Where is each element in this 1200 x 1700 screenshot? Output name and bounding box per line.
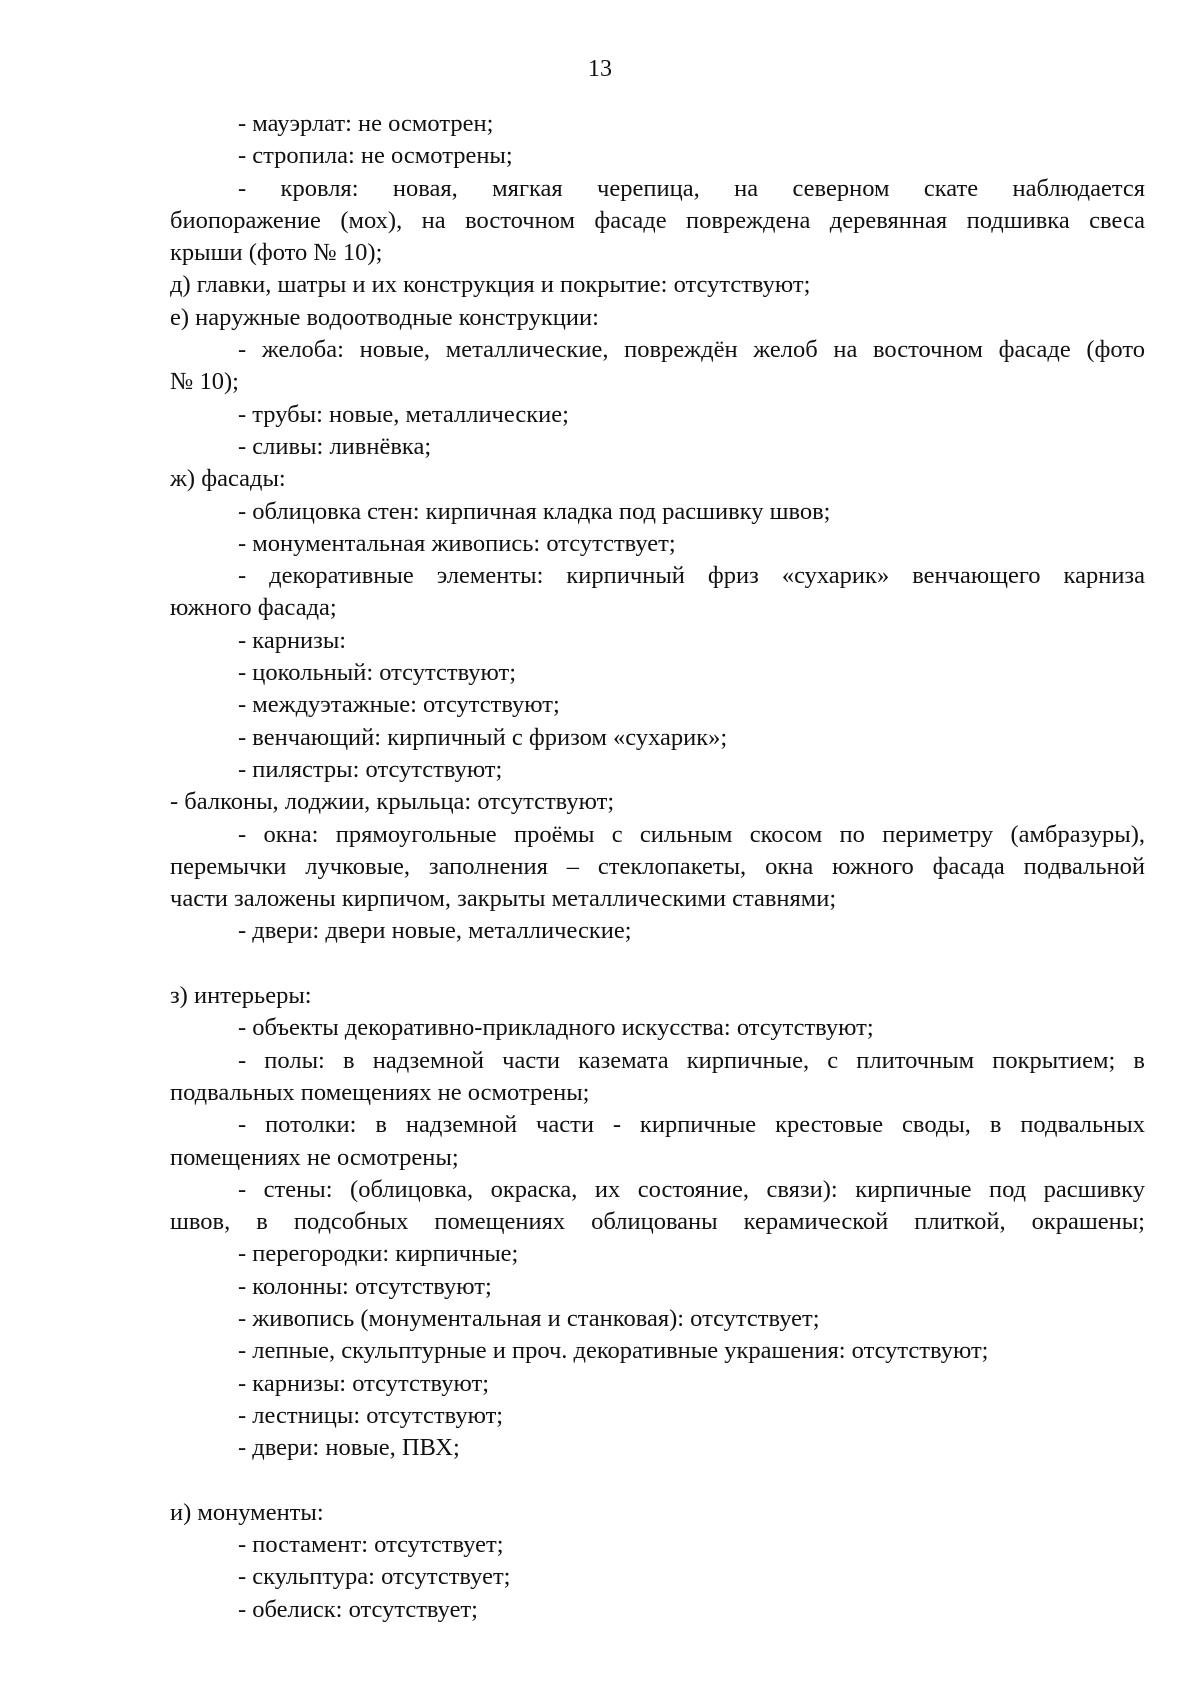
- text-line: - желоба: новые, металлические, повреждён желоб на восточном фасаде (фото: [238, 336, 1145, 364]
- text-line: - балконы, лоджии, крыльца: отсутствуют;: [170, 788, 615, 816]
- text-line: южного фасада;: [170, 594, 337, 622]
- text-line: - карнизы:: [238, 626, 347, 654]
- text-line: - стропила: не осмотрены;: [238, 142, 513, 170]
- text-line: - окна: прямоугольные проёмы с сильным скосом по периметру (амбразуры),: [238, 820, 1145, 848]
- text-line: - лепные, скульптурные и проч. декоративные украшения: отсутствуют;: [238, 1337, 989, 1365]
- text-line: - лестницы: отсутствуют;: [238, 1401, 504, 1429]
- text-line: - цокольный: отсутствуют;: [238, 659, 517, 687]
- text-line: части заложены кирпичом, закрыты металлическими ставнями;: [170, 885, 837, 913]
- text-line: - облицовка стен: кирпичная кладка под расшивку швов;: [238, 497, 831, 525]
- text-line: - постамент: отсутствует;: [238, 1531, 504, 1559]
- text-line: - стены: (облицовка, окраска, их состояние, связи): кирпичные под расшивку: [238, 1175, 1145, 1203]
- document-body: [170, 108, 1145, 1626]
- text-line: № 10);: [170, 368, 239, 396]
- text-line: - декоративные элементы: кирпичный фриз «сухарик» венчающего карниза: [238, 562, 1145, 590]
- text-line: д) главки, шатры и их конструкция и покрытие: отсутствуют;: [170, 271, 811, 299]
- blank-line: [170, 948, 1145, 980]
- text-line: ж) фасады:: [170, 465, 286, 493]
- text-line: - карнизы: отсутствуют;: [238, 1369, 490, 1397]
- text-line: - двери: двери новые, металлические;: [238, 917, 632, 945]
- text-line: - кровля: новая, мягкая черепица, на северном скате наблюдается: [238, 174, 1145, 202]
- text-line: - двери: новые, ПВХ;: [238, 1434, 460, 1462]
- page-number: 13: [588, 56, 612, 82]
- text-line: - сливы: ливнёвка;: [238, 432, 432, 460]
- text-line: биопоражение (мох), на восточном фасаде повреждена деревянная подшивка свеса: [170, 206, 1145, 234]
- text-line: - скульптура: отсутствует;: [238, 1563, 511, 1591]
- text-line: е) наружные водоотводные конструкции:: [170, 303, 599, 331]
- text-line: - потолки: в надземной части - кирпичные крестовые своды, в подвальных: [238, 1111, 1145, 1139]
- text-line: швов, в подсобных помещениях облицованы керамической плиткой, окрашены;: [170, 1208, 1145, 1236]
- text-line: и) монументы:: [170, 1498, 324, 1526]
- text-line: - обелиск: отсутствует;: [238, 1595, 478, 1623]
- text-line: з) интерьеры:: [170, 982, 312, 1010]
- text-line: - полы: в надземной части каземата кирпичные, с плиточным покрытием; в: [238, 1046, 1145, 1074]
- blank-line: [170, 1464, 1145, 1496]
- text-line: - живопись (монументальная и станковая): отсутствует;: [238, 1304, 820, 1332]
- text-line: - объекты декоративно-прикладного искусства: отсутствуют;: [238, 1014, 874, 1042]
- text-line: - монументальная живопись: отсутствует;: [238, 529, 676, 557]
- text-line: - пилястры: отсутствуют;: [238, 755, 503, 783]
- text-line: - колонны: отсутствуют;: [238, 1272, 492, 1300]
- text-line: помещениях не осмотрены;: [170, 1143, 459, 1171]
- text-line: - перегородки: кирпичные;: [238, 1240, 519, 1268]
- text-line: - междуэтажные: отсутствуют;: [238, 691, 560, 719]
- text-line: перемычки лучковые, заполнения – стеклопакеты, окна южного фасада подвальной: [170, 852, 1145, 880]
- text-line: подвальных помещениях не осмотрены;: [170, 1078, 590, 1106]
- text-line: - венчающий: кирпичный с фризом «сухарик»;: [238, 723, 728, 751]
- text-line: - мауэрлат: не осмотрен;: [238, 110, 494, 137]
- text-line: крыши (фото № 10);: [170, 239, 383, 267]
- text-line: - трубы: новые, металлические;: [238, 400, 569, 428]
